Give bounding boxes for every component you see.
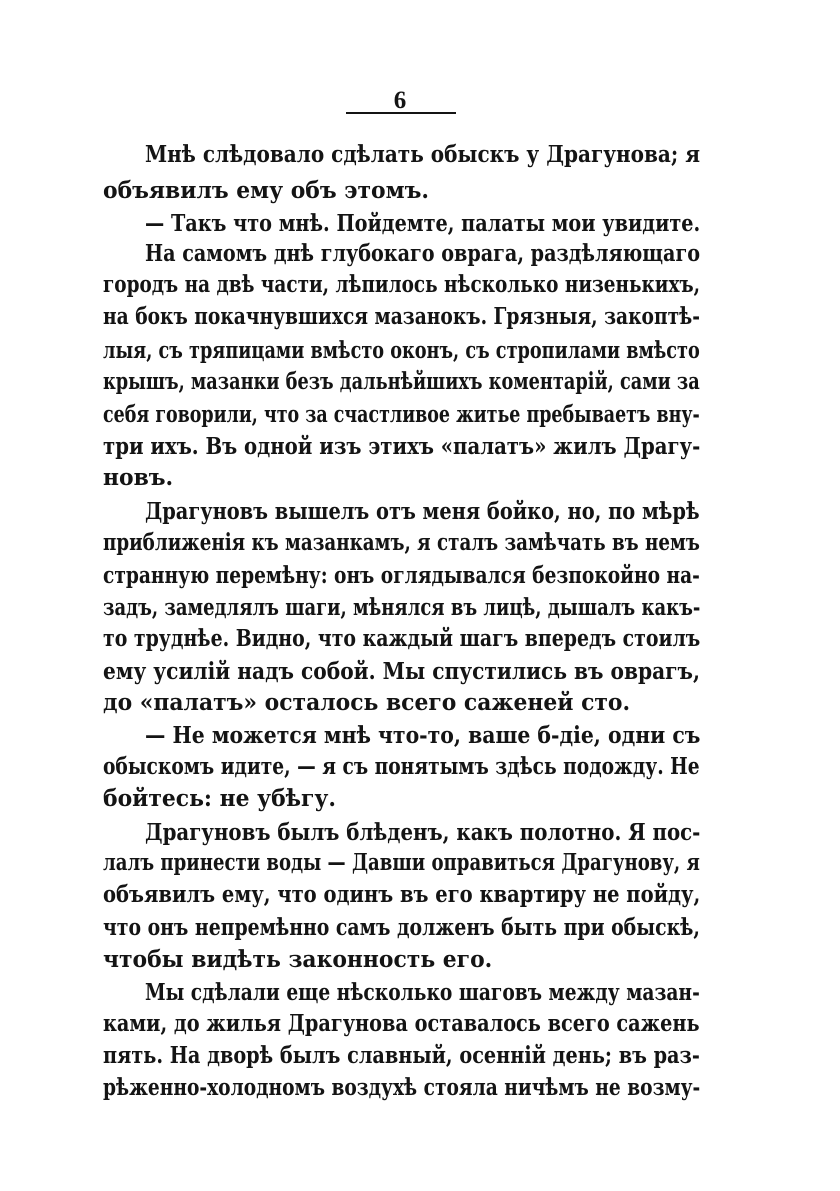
text-line: На самомъ днѣ глубокаго оврага, раздѣляющаго — [145, 240, 700, 267]
text-line: объявилъ ему, что одинъ въ его квартиру не пойду, — [103, 881, 701, 908]
text-line: чтобы видѣть законность его. — [103, 946, 493, 973]
text-line: Драгуновъ былъ блѣденъ, какъ полотно. Я пос- — [145, 819, 701, 846]
text-line: странную перемѣну: онъ оглядывался безпокойно на- — [103, 562, 700, 589]
text-line: крышъ, мазанки безъ дальнѣйшихъ коментарій, сами за — [103, 368, 700, 395]
text-line: до «палатъ» осталось всего саженей сто. — [103, 689, 631, 716]
text-line: приближенія къ мазанкамъ, я сталъ замѣчать въ немъ — [103, 529, 700, 556]
text-line: бойтесь: не убѣгу. — [103, 785, 337, 812]
text-line: обыскомъ идите, — я съ понятымъ здѣсь подожду. Не — [103, 753, 700, 780]
text-line: Мы сдѣлали еще нѣсколько шаговъ между мазан- — [145, 979, 700, 1006]
text-line: — Такъ что мнѣ. Пойдемте, палаты мои увидите. — [145, 210, 701, 237]
text-line: городъ на двѣ части, лѣпилось нѣсколько низенькихъ, — [103, 271, 700, 298]
page-number: 6 — [393, 87, 407, 114]
text-line: задъ, замедлялъ шаги, мѣнялся въ лицѣ, дышалъ какъ- — [103, 594, 701, 621]
text-line: что онъ непремѣнно самъ долженъ быть при обыскѣ, — [103, 914, 700, 941]
text-line: пять. На дворѣ былъ славный, осенній день; въ раз- — [103, 1042, 700, 1069]
text-line: новъ. — [103, 464, 174, 491]
text-line: лыя, съ тряпицами вмѣсто оконъ, съ стропилами вмѣсто — [103, 337, 700, 364]
text-line: — Не можется мнѣ что-то, ваше б-діе, одни съ — [145, 722, 701, 749]
text-line: то труднѣе. Видно, что каждый шагъ впередъ стоилъ — [103, 625, 701, 652]
header-rule — [346, 112, 456, 114]
text-line: Мнѣ слѣдовало сдѣлать обыскъ у Драгунова; я — [145, 141, 701, 168]
text-line: ему усилій надъ собой. Мы спустились въ оврагъ, — [103, 658, 700, 685]
text-line: три ихъ. Въ одной изъ этихъ «палатъ» жилъ Драгу- — [103, 433, 701, 460]
text-line: Драгуновъ вышелъ отъ меня бойко, но, по мѣрѣ — [145, 498, 700, 525]
text-line: себя говорили, что за счастливое житье пребываетъ вну- — [103, 401, 700, 428]
text-line: ками, до жилья Драгунова оставалось всего сажень — [103, 1010, 700, 1037]
text-line: лалъ принести воды — Давши оправиться Драгунову, я — [103, 849, 700, 876]
text-line: рѣженно-холодномъ воздухѣ стояла ничѣмъ не возму- — [103, 1074, 701, 1101]
text-line: объявилъ ему объ этомъ. — [103, 177, 429, 204]
text-line: на бокъ покачнувшихся мазанокъ. Грязныя, закоптѣ- — [103, 303, 700, 330]
